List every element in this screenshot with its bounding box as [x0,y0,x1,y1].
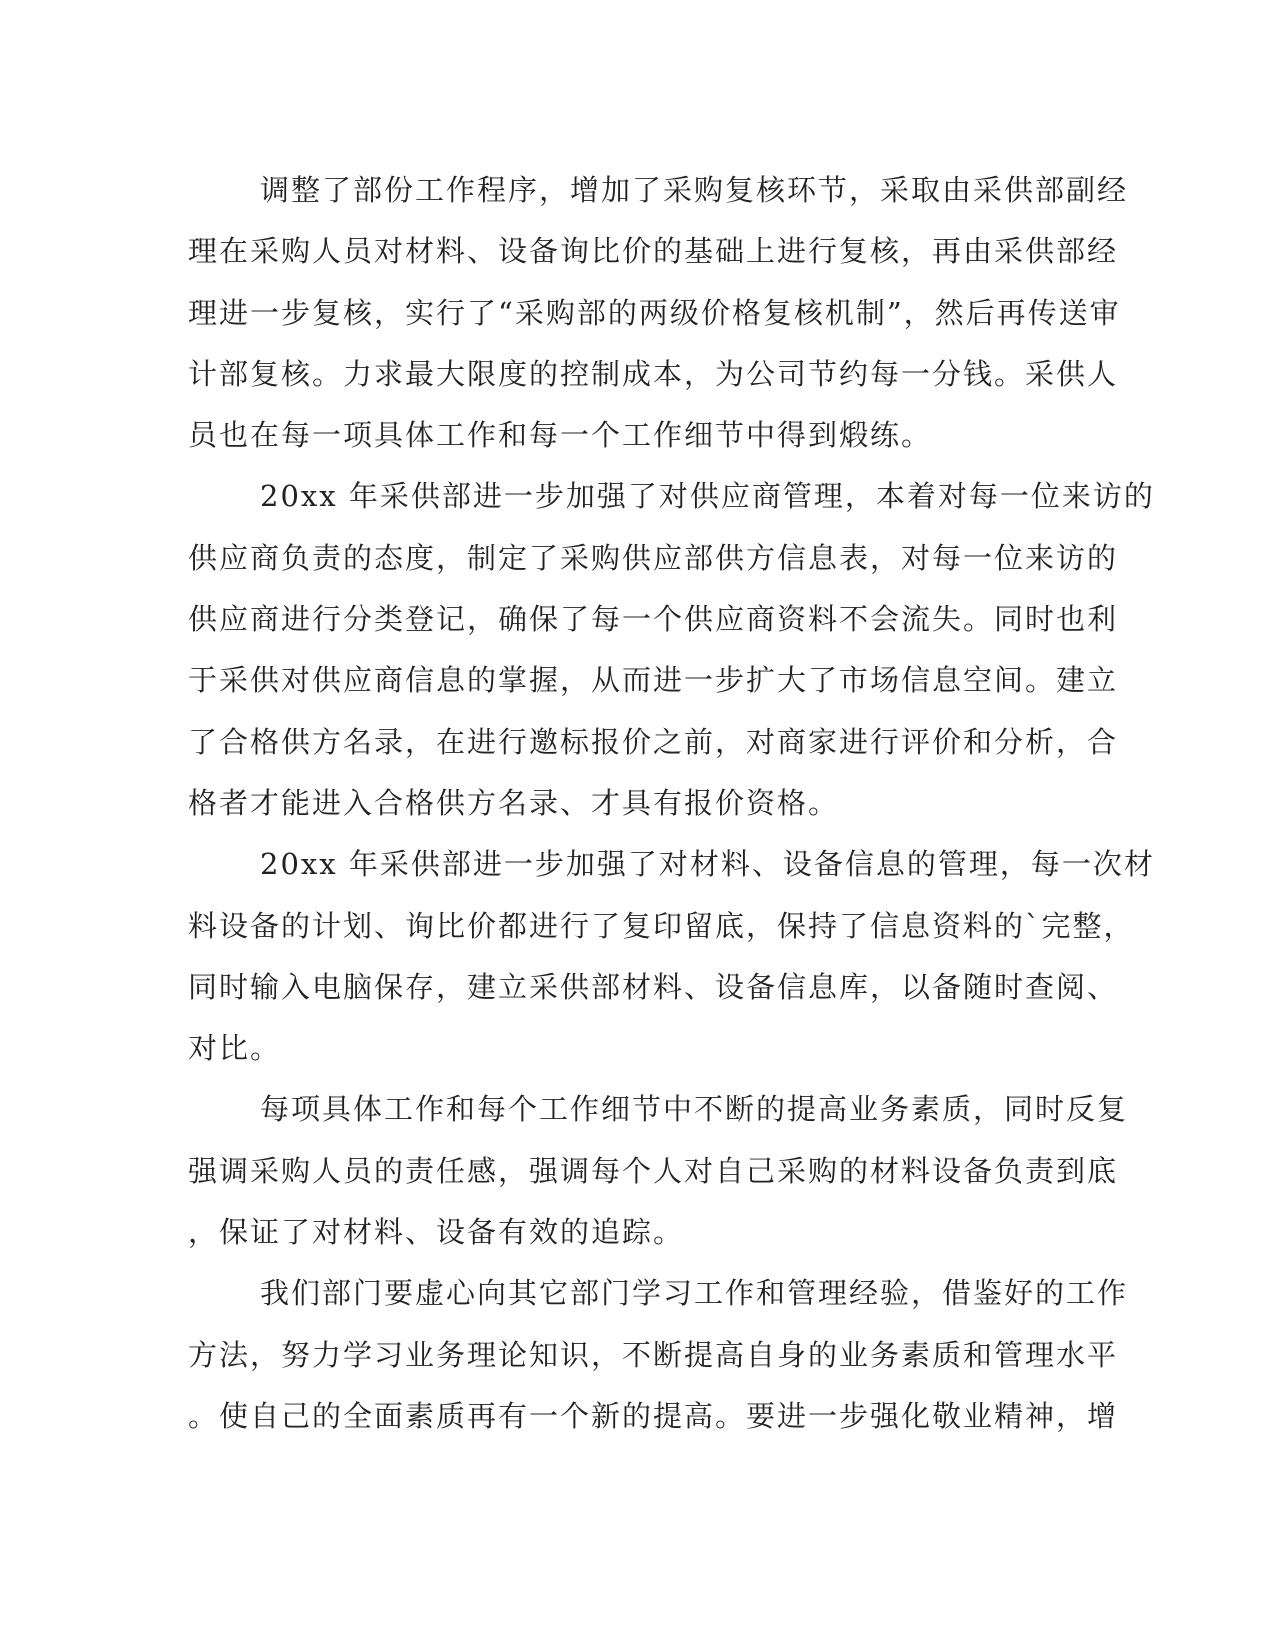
document-body [188,160,1155,1447]
text-line: 对比。 [188,1031,282,1066]
text-line: 20xx 年采供部进一步加强了对供应商管理，本着对每一位来访的 [260,479,1155,514]
paragraph-5 [188,1263,1129,1447]
text-line: 于采供对供应商信息的掌握，从而进一步扩大了市场信息空间。建立 [188,663,1119,698]
text-line: 供应商负责的态度，制定了采购供应部供方信息表，对每一位来访的 [188,540,1119,575]
text-line: 。使自己的全面素质再有一个新的提高。要进一步强化敬业精神，增 [188,1398,1119,1433]
text-line: 调整了部份工作程序，增加了采购复核环节，采取由采供部副经 [260,173,1129,207]
text-line: ，保证了对材料、设备有效的追踪。 [188,1215,685,1250]
text-line: 料设备的计划、询比价都进行了复印留底，保持了信息资料的`完整， [188,908,1135,943]
text-line: 理在采购人员对材料、设备询比价的基础上进行复核，再由采供部经 [188,234,1119,269]
text-line: 了合格供方名录，在进行邀标报价之前，对商家进行评价和分析，合 [188,724,1119,759]
text-line: 方法，努力学习业务理论知识，不断提高自身的业务素质和管理水平 [188,1337,1119,1372]
paragraph-3 [188,834,1155,1079]
paragraph-2 [188,466,1155,834]
text-line: 理进一步复核，实行了“采购部的两级价格复核机制”，然后再传送审 [188,295,1121,330]
text-line: 我们部门要虚心向其它部门学习工作和管理经验，借鉴好的工作 [260,1276,1129,1311]
text-line: 同时输入电脑保存，建立采供部材料、设备信息库，以备随时查阅、 [188,969,1119,1004]
text-line: 供应商进行分类登记，确保了每一个供应商资料不会流失。同时也利 [188,602,1119,637]
text-line: 20xx 年采供部进一步加强了对材料、设备信息的管理，每一次材 [260,847,1155,882]
text-line: 格者才能进入合格供方名录、才具有报价资格。 [188,785,840,820]
text-line: 计部复核。力求最大限度的控制成本，为公司节约每一分钱。采供人 [188,356,1119,391]
text-line: 强调采购人员的责任感，强调每个人对自己采购的材料设备负责到底 [188,1153,1119,1188]
paragraph-4 [188,1079,1129,1263]
text-line: 每项具体工作和每个工作细节中不断的提高业务素质，同时反复 [260,1092,1129,1127]
text-line: 员也在每一项具体工作和每一个工作细节中得到煅练。 [188,418,933,453]
paragraph-1 [188,160,1129,466]
